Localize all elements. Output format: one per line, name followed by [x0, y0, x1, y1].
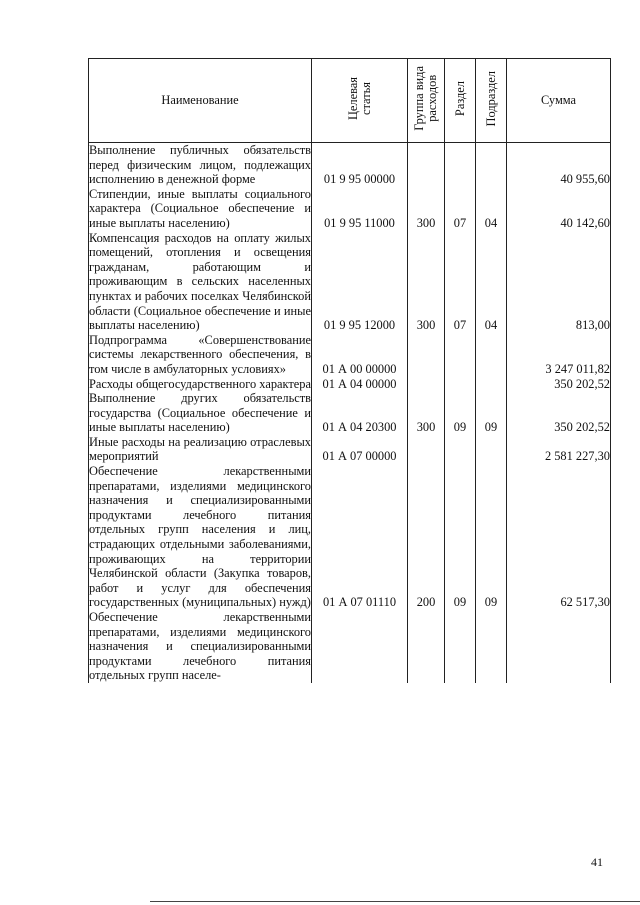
footer-divider	[150, 901, 640, 902]
header-subsection	[476, 59, 507, 143]
row-group: 300	[408, 231, 445, 333]
table-row	[89, 377, 611, 392]
header-row	[89, 59, 611, 143]
row-subsection	[476, 377, 507, 392]
row-subsection: 09	[476, 464, 507, 610]
table-row	[89, 391, 611, 435]
row-subsection	[476, 143, 507, 187]
row-section: 07	[445, 231, 476, 333]
row-group: 200	[408, 464, 445, 610]
row-sum: 40 955,60	[507, 143, 611, 187]
row-section: 09	[445, 464, 476, 610]
row-name: Выполнение других обязательств государства (Социальное обеспечение и иные выплаты населению)	[89, 391, 311, 435]
row-code: 01 А 00 00000	[312, 333, 408, 377]
row-subsection: 04	[476, 231, 507, 333]
row-section: 09	[445, 391, 476, 435]
row-group	[408, 333, 445, 377]
row-code: 01 А 07 00000	[312, 435, 408, 464]
row-section	[445, 435, 476, 464]
header-group	[408, 59, 445, 143]
row-name: Иные расходы на реализацию отраслевых мероприятий	[89, 434, 311, 464]
row-sum: 3 247 011,82	[507, 333, 611, 377]
header-subsection-label: Подраздел	[483, 70, 498, 127]
table-row	[89, 435, 611, 464]
row-subsection	[476, 610, 507, 683]
row-subsection: 09	[476, 391, 507, 435]
row-sum: 350 202,52	[507, 377, 611, 392]
row-code: 01 9 95 12000	[312, 231, 408, 333]
row-code	[312, 610, 408, 683]
header-name: Наименование	[89, 59, 312, 143]
row-sum: 350 202,52	[507, 391, 611, 435]
budget-table	[88, 58, 611, 683]
row-sum	[507, 610, 611, 683]
row-group	[408, 610, 445, 683]
row-sum: 62 517,30	[507, 464, 611, 610]
header-sum: Сумма	[507, 59, 611, 143]
row-group: 300	[408, 187, 445, 231]
row-group: 300	[408, 391, 445, 435]
page-number: 41	[591, 855, 603, 869]
row-code: 01 9 95 11000	[312, 187, 408, 231]
row-name: Подпрограмма «Совершенствование системы лекарственного обеспечения, в том числе в амбулаторных условиях»	[89, 332, 311, 376]
row-code: 01 А 04 00000	[312, 377, 408, 392]
row-name: Расходы общегосударственного характера	[89, 376, 311, 391]
table-row	[89, 187, 611, 231]
row-section	[445, 377, 476, 392]
row-group	[408, 377, 445, 392]
row-code: 01 А 07 01110	[312, 464, 408, 610]
row-subsection: 04	[476, 187, 507, 231]
row-section	[445, 333, 476, 377]
row-subsection	[476, 333, 507, 377]
table-row	[89, 610, 611, 683]
row-name: Обеспечение лекарственными препаратами, изделиями медицинского назначения и специализированными продуктами лечебного питания отдельных групп населения и лиц, страдающих отдельными заболеваниями, проживающих на территории Челябинской области (Закупка товаров, работ и услуг для обеспечения государственных (муниципальных) нужд)	[89, 464, 311, 610]
table-row	[89, 464, 611, 610]
row-sum: 40 142,60	[507, 187, 611, 231]
row-sum: 813,00	[507, 231, 611, 333]
row-sum: 2 581 227,30	[507, 435, 611, 464]
row-section	[445, 610, 476, 683]
header-target-label: Целевая статья	[345, 77, 373, 121]
row-name: Выполнение публичных обязательств перед физическим лицом, подлежащих исполнению в денежной форме	[89, 143, 311, 187]
header-group-label: Группа вида расходов	[412, 66, 439, 132]
row-group	[408, 435, 445, 464]
row-group	[408, 143, 445, 187]
table-row	[89, 231, 611, 333]
table-row	[89, 143, 611, 187]
row-subsection	[476, 435, 507, 464]
header-section	[445, 59, 476, 143]
row-code: 01 А 04 20300	[312, 391, 408, 435]
table-row	[89, 333, 611, 377]
row-section	[445, 143, 476, 187]
header-target	[312, 59, 408, 143]
row-name: Обеспечение лекарственными препаратами, изделиями медицинского назначения и специализированными продуктами лечебного питания отдельных групп населе-	[89, 610, 311, 683]
row-code: 01 9 95 00000	[312, 143, 408, 187]
row-name: Компенсация расходов на оплату жилых помещений, отопления и освещения гражданам, работающим и проживающим в сельских населенных пунктах и рабочих поселках Челябинской области (Социальное обеспечение и иные выплаты населению)	[89, 230, 311, 333]
row-section: 07	[445, 187, 476, 231]
header-section-label: Раздел	[452, 81, 467, 117]
row-name: Стипендии, иные выплаты социального характера (Социальное обеспечение и иные выплаты населению)	[89, 186, 311, 230]
